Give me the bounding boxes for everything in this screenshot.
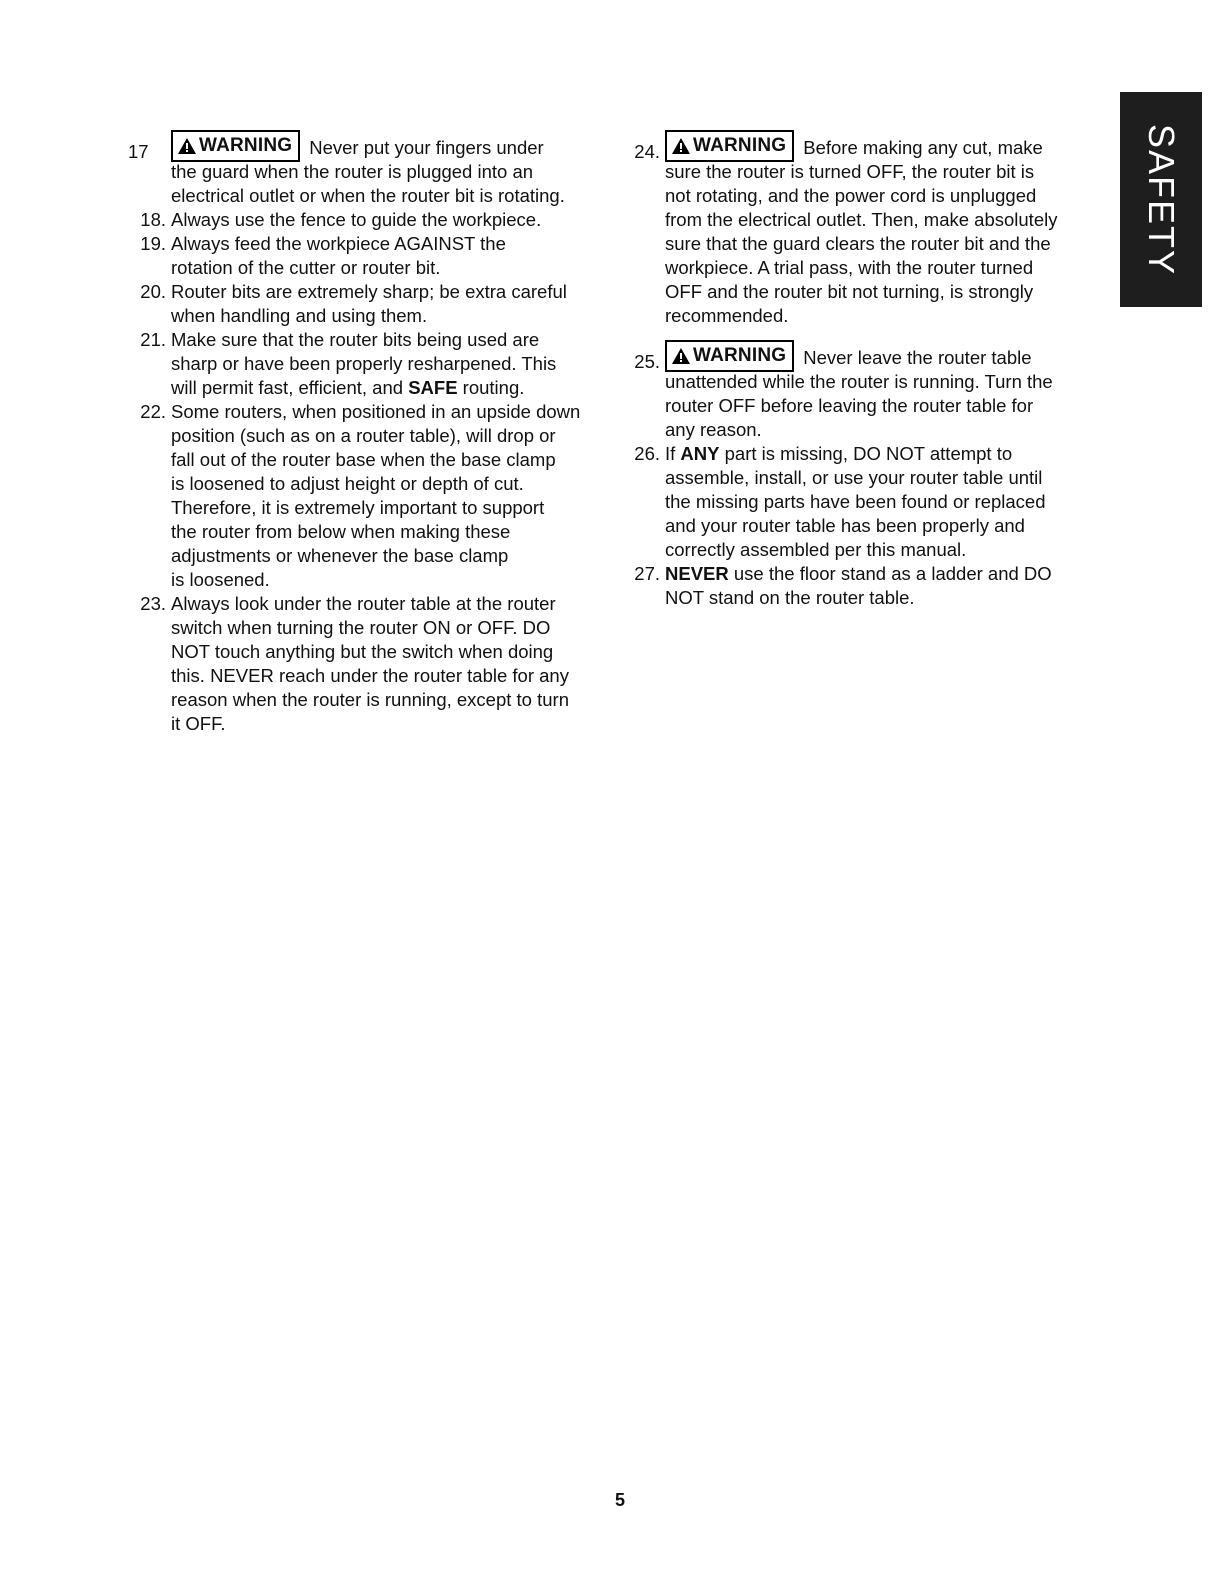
item-line: it OFF. (171, 713, 226, 734)
item-line: electrical outlet or when the router bit is rotating. (171, 185, 565, 206)
item-line (665, 442, 1094, 466)
item-line: and your router table has been properly and (665, 515, 1025, 536)
item-line: adjustments or whenever the base clamp (171, 545, 509, 566)
warning-triangle-icon (177, 137, 197, 155)
item-line: Some routers, when positioned in an upside down (171, 401, 581, 422)
item-line: unattended while the router is running. Turn the (665, 371, 1053, 392)
text-run: part is missing, DO NOT attempt to (719, 443, 1013, 464)
item-line: from the electrical outlet. Then, make absolutely (665, 209, 1058, 230)
text-run: routing. (457, 377, 525, 398)
item-number: 18. (140, 209, 166, 230)
item-number: 19. (140, 233, 166, 254)
item-line: the missing parts have been found or replaced (665, 491, 1046, 512)
item-line: recommended. (665, 305, 789, 326)
item-line: sharp or have been properly resharpened. This (171, 353, 557, 374)
item-line: Always feed the workpiece AGAINST the (171, 233, 506, 254)
item-line: Router bits are extremely sharp; be extra careful (171, 281, 567, 302)
item-line: OFF and the router bit not turning, is strongly (665, 281, 1034, 302)
item-number: 21. (140, 329, 166, 350)
item-line: correctly assembled per this manual. (665, 539, 967, 560)
item-line: NOT stand on the router table. (665, 587, 915, 608)
section-tab-label: SAFETY (1141, 123, 1182, 276)
item-line: switch when turning the router ON or OFF. DO (171, 617, 551, 638)
list-item-17 (128, 130, 610, 208)
section-tab (1120, 92, 1202, 307)
item-line: rotation of the cutter or router bit. (171, 257, 441, 278)
item-line: any reason. (665, 419, 762, 440)
list-item-19 (128, 232, 610, 280)
warning-line (171, 130, 610, 160)
item-line: Always use the fence to guide the workpiece. (171, 209, 542, 230)
text-run: will permit fast, efficient, and (171, 377, 409, 398)
page-number: 5 (614, 1490, 625, 1510)
item-line: is loosened. (171, 569, 270, 590)
warning-badge (665, 130, 794, 162)
item-line: when handling and using them. (171, 305, 428, 326)
item-line: this. NEVER reach under the router table for any (171, 665, 569, 686)
item-number: 22. (140, 401, 166, 422)
item-line: NOT touch anything but the switch when doing (171, 641, 554, 662)
item-line: position (such as on a router table), will drop or (171, 425, 556, 446)
text-run: use the floor stand as a ladder and DO (728, 563, 1052, 584)
left-column (128, 130, 610, 736)
item-line: reason when the router is running, except to turn (171, 689, 569, 710)
list-item-23 (128, 592, 610, 736)
list-item-24 (622, 130, 1094, 328)
item-line: is loosened to adjust height or depth of cut. (171, 473, 524, 494)
bold-text: NEVER (665, 563, 729, 584)
warning-label: WARNING (693, 345, 787, 366)
warning-label: WARNING (199, 135, 293, 156)
right-column (622, 130, 1094, 610)
list-item-25 (622, 340, 1094, 442)
warning-line (665, 340, 1094, 370)
item-number: 20. (140, 281, 166, 302)
item-number: 23. (140, 593, 166, 614)
list-item-22 (128, 400, 610, 592)
item-text: Never put your fingers under (309, 137, 544, 158)
spacer (622, 328, 1094, 340)
item-number: 26. (634, 443, 660, 464)
item-number: 24. (634, 141, 660, 162)
list-item-26 (622, 442, 1094, 562)
list-item-20 (128, 280, 610, 328)
list-item-18 (128, 208, 610, 232)
item-line: Always look under the router table at the router (171, 593, 556, 614)
item-line: the guard when the router is plugged into an (171, 161, 534, 182)
item-line: the router from below when making these (171, 521, 511, 542)
item-line: sure that the guard clears the router bit and the (665, 233, 1051, 254)
list-item-21 (128, 328, 610, 400)
warning-line (665, 130, 1094, 160)
item-line: fall out of the router base when the base clamp (171, 449, 556, 470)
item-line: assemble, install, or use your router table until (665, 467, 1043, 488)
item-line (171, 376, 610, 400)
item-line: router OFF before leaving the router table for (665, 395, 1034, 416)
item-line: Therefore, it is extremely important to support (171, 497, 545, 518)
item-line (665, 562, 1094, 586)
item-line: workpiece. A trial pass, with the router turned (665, 257, 1034, 278)
item-number: 17 (128, 141, 149, 162)
bold-text: ANY (680, 443, 720, 464)
warning-badge (665, 340, 794, 372)
item-text: Never leave the router table (803, 347, 1032, 368)
warning-triangle-icon (671, 347, 691, 365)
item-line: not rotating, and the power cord is unplugged (665, 185, 1037, 206)
list-item-27 (622, 562, 1094, 610)
warning-label: WARNING (693, 135, 787, 156)
item-line: Make sure that the router bits being used are (171, 329, 540, 350)
item-number: 27. (634, 563, 660, 584)
warning-triangle-icon (671, 137, 691, 155)
bold-text: SAFE (408, 377, 458, 398)
text-run: If (665, 443, 681, 464)
item-number: 25. (634, 351, 660, 372)
item-line: sure the router is turned OFF, the router bit is (665, 161, 1035, 182)
warning-badge (171, 130, 300, 162)
item-text: Before making any cut, make (803, 137, 1043, 158)
